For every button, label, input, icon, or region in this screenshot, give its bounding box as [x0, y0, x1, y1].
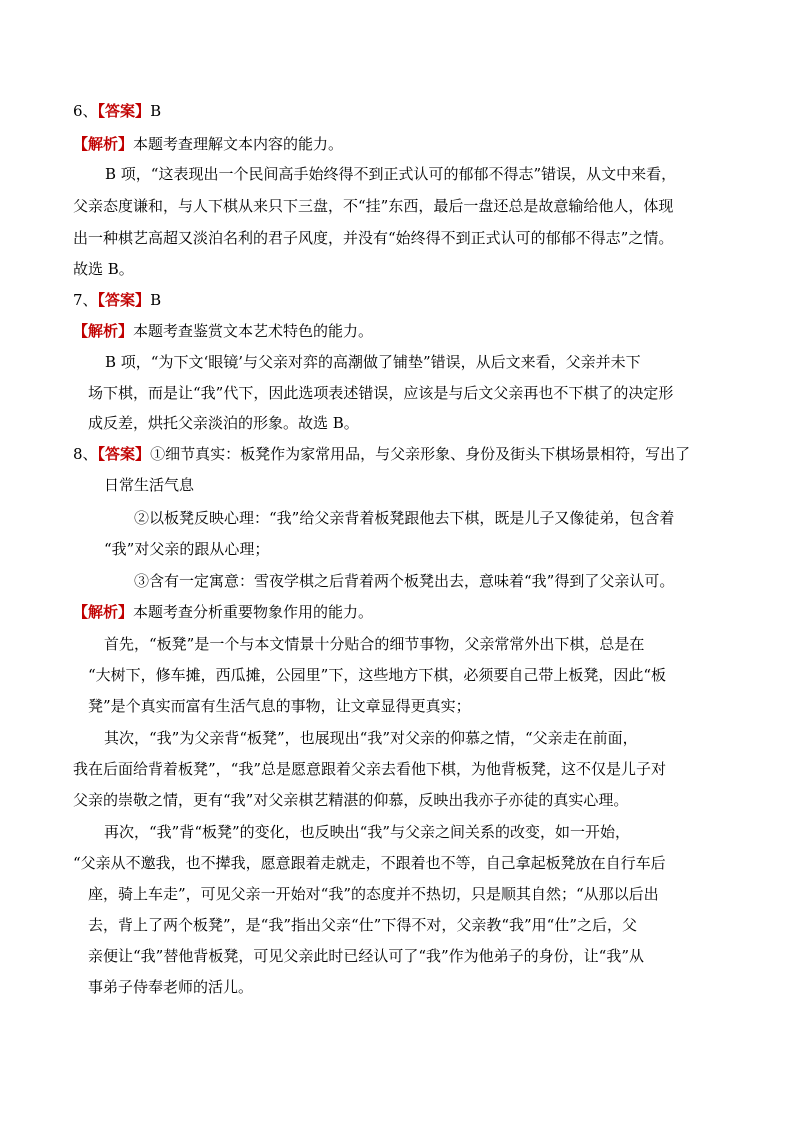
- q6-analysis-line: [73, 134, 343, 154]
- q6-answer-tag: 【答案】: [97, 102, 151, 120]
- q7-paragraph-line: 场下棋，而是让“我”代下，因此选项表述错误，应该是与后文父亲再也不下棋了的决定形: [88, 384, 674, 402]
- q6-paragraph-line: 出一种棋艺高超又淡泊名利的君子风度，并没有“始终得不到正式认可的郁郁不得志”之情。: [73, 229, 674, 247]
- q8-paragraph-line: “父亲从不邀我，也不撵我，愿意跟着走就走，不跟着也不等，自己拿起板凳放在自行车后: [73, 854, 666, 872]
- q8-number: 8、: [73, 445, 98, 463]
- q8-answer-line: ③含有一定寓意：雪夜学棋之后背着两个板凳出去，意味着“我”得到了父亲认可。: [134, 572, 675, 590]
- q8-paragraph-line: 再次，“我”背“板凳”的变化，也反映出“我”与父亲之间关系的改变，如一开始，: [104, 823, 631, 841]
- q8-paragraph-line: 凳”是个真实而富有生活气息的事物，让文章显得更真实；: [88, 697, 471, 715]
- q6-number: 6、: [73, 102, 98, 120]
- q8-answer-tag: 【答案】: [97, 445, 151, 463]
- q7-answer-tag: 【答案】: [97, 291, 151, 309]
- q8-paragraph-line: 事弟子侍奉老师的活儿。: [88, 978, 254, 996]
- q8-answer-line: ②以板凳反映心理：“我”给父亲背着板凳跟他去下棋，既是儿子又像徒弟，包含着: [134, 509, 675, 527]
- q8-paragraph-line: 亲便让“我”替他背板凳，可见父亲此时已经认可了“我”作为他弟子的身份，让“我”从: [88, 947, 645, 965]
- q7-analysis-tag: 【解析】: [73, 322, 134, 340]
- q8-paragraph-line: 座，骑上车走”，可见父亲一开始对“我”的态度并不热切，只是顺其自然；“从那以后出: [88, 885, 659, 903]
- q7-analysis-lead: 本题考查鉴赏文本艺术特色的能力。: [133, 322, 374, 340]
- q8-analysis-line: [73, 602, 373, 622]
- q8-answer-point-1: ①细节真实：板凳作为家常用品，与父亲形象、身份及街头下棋场景相符，写出了: [150, 445, 691, 463]
- q8-analysis-tag: 【解析】: [73, 603, 134, 621]
- q8-paragraph-line: 我在后面给背着板凳”，“我”总是愿意跟着父亲去看他下棋，为他背板凳，这不仅是儿子对: [73, 760, 667, 778]
- q8-analysis-lead: 本题考查分析重要物象作用的能力。: [133, 603, 374, 621]
- q7-number: 7、: [73, 291, 98, 309]
- q6-analysis-lead: 本题考查理解文本内容的能力。: [133, 135, 344, 153]
- q8-paragraph-line: 去，背上了两个板凳”，是“我”指出父亲“仕”下得不对，父亲教“我”用“仕”之后，父: [88, 916, 638, 934]
- q7-paragraph-line: 成反差，烘托父亲淡泊的形象。故选 B。: [88, 414, 359, 432]
- q6-paragraph-line: B 项，“这表现出一个民间高手始终得不到正式认可的郁郁不得志”错误，从文中来看，: [105, 165, 677, 183]
- q6-paragraph-line: 父亲态度谦和，与人下棋从来只下三盘，不“挂”东西，最后一盘还总是故意输给他人，体现: [73, 197, 674, 215]
- q8-answer-line: [73, 444, 690, 464]
- q8-paragraph-line: “大树下，修车摊，西瓜摊，公园里”下，这些地方下棋，必须要自己带上板凳，因此“板: [88, 666, 667, 684]
- q8-paragraph-line: 首先，“板凳”是一个与本文情景十分贴合的细节事物，父亲常常外出下棋，总是在: [104, 635, 645, 653]
- q8-paragraph-line: 其次，“我”为父亲背“板凳”，也展现出“我”对父亲的仰慕之情，“父亲走在前面，: [104, 729, 638, 747]
- q8-paragraph-line: 父亲的崇敬之情，更有“我”对父亲棋艺精湛的仰慕，反映出我亦子亦徒的真实心理。: [73, 791, 629, 809]
- q8-answer-line: “我”对父亲的跟从心理；: [104, 540, 270, 558]
- q7-analysis-line: [73, 321, 373, 341]
- q8-answer-line: 日常生活气息: [104, 476, 195, 494]
- q7-paragraph-line: B 项，“为下文‘眼镜’与父亲对弈的高潮做了铺垫”错误，从后文来看，父亲并未下: [105, 353, 641, 371]
- q6-analysis-tag: 【解析】: [73, 135, 134, 153]
- q7-answer: B: [150, 291, 162, 309]
- q6-answer-line: [73, 101, 161, 121]
- q6-paragraph-line: 故选 B。: [73, 260, 134, 278]
- q6-answer: B: [150, 102, 162, 120]
- q7-answer-line: [73, 290, 161, 310]
